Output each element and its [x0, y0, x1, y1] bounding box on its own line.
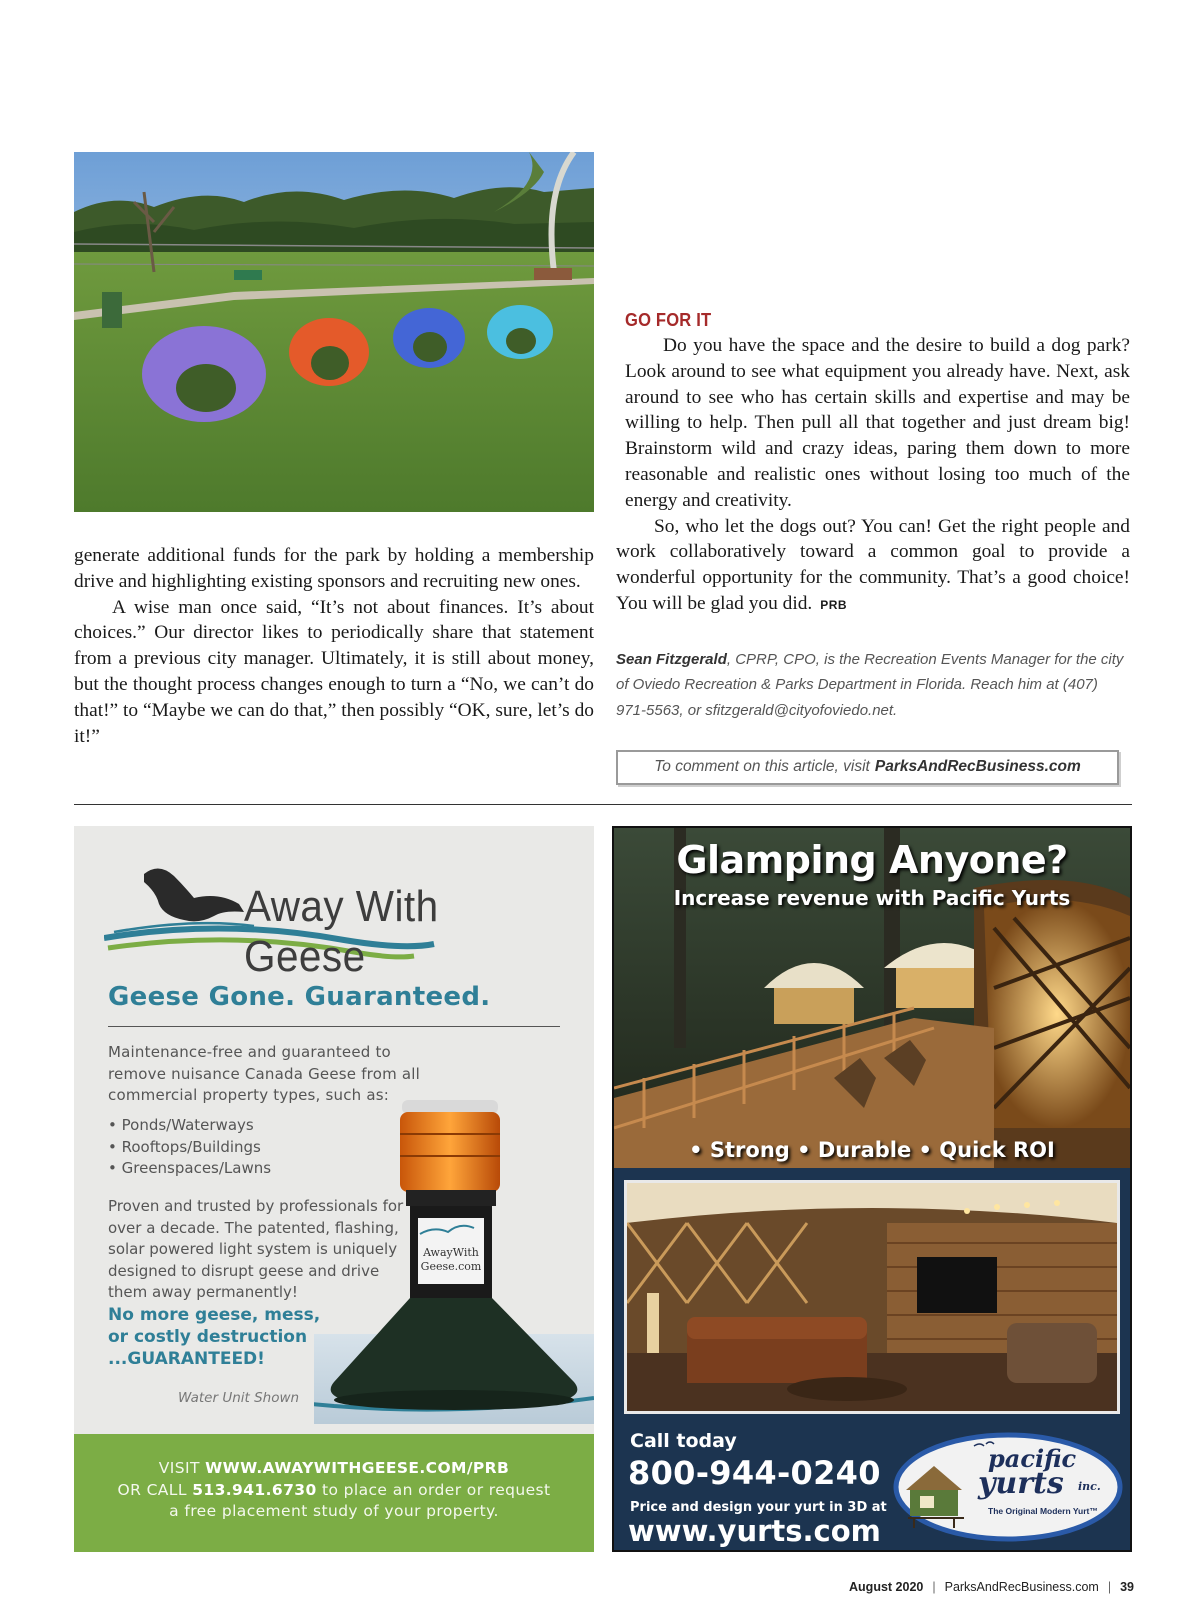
device-label-line-2: Geese.com [420, 1260, 482, 1273]
comment-box[interactable] [616, 750, 1119, 785]
geese-website-link[interactable]: WWW.AWAYWITHGEESE.COM/PRB [205, 1459, 510, 1477]
yurt-design-text: Price and design your yurt in 3D at [630, 1500, 887, 1515]
geese-promise [108, 1304, 320, 1370]
footer-line [74, 1480, 594, 1502]
geese-footer [74, 1434, 594, 1552]
list-item: • Rooftops/Buildings [108, 1137, 271, 1159]
geese-caption: Water Unit Shown [178, 1390, 300, 1406]
geese-tagline: Geese Gone. Guaranteed. [108, 982, 491, 1012]
dog-park-tire-photo [74, 152, 594, 512]
article-right-column [616, 310, 1130, 785]
logo-tagline: The Original Modern Yurt™ [988, 1506, 1098, 1516]
separator: | [932, 1580, 936, 1594]
footer-visit-label: VISIT [158, 1459, 200, 1477]
away-with-geese-ad[interactable] [74, 826, 594, 1552]
geese-divider [108, 1026, 560, 1027]
author-bio [616, 647, 1130, 724]
geese-light-device-image [314, 1094, 594, 1424]
footer-call-label: OR CALL [117, 1480, 187, 1499]
yurt-headline: Glamping Anyone? [676, 838, 1068, 882]
comment-prefix: To comment on this article, visit [654, 758, 870, 776]
footer-line [74, 1458, 594, 1480]
property-type-list [108, 1115, 271, 1180]
pacific-yurts-logo [892, 1430, 1124, 1544]
article-left-column [74, 543, 594, 749]
comment-link[interactable]: ParksAndRecBusiness.com [874, 758, 1081, 776]
yurt-call-label: Call today [630, 1430, 737, 1452]
page-number: 39 [1120, 1580, 1134, 1594]
pacific-yurts-ad[interactable] [612, 826, 1132, 1552]
article-paragraph: A wise man once said, “It’s not about finances. It’s about choices.” Our director likes to periodically share that statement from a previous city manager. Ultimately, it is still about money, but the thought process changes enough to turn a “No, we can’t do that!” to “Maybe we can do that,” then possibly “OK, sure, let’s do it!” [74, 596, 594, 747]
section-divider [74, 804, 1132, 805]
logo-word-yurts: yurts [978, 1466, 1064, 1501]
article-paragraph: generate additional funds for the park by holding a membership drive and highlighting existing sponsors and recruiting new ones. [74, 545, 594, 592]
logo-inc: inc. [1078, 1480, 1101, 1493]
list-item: • Greenspaces/Lawns [108, 1158, 271, 1180]
separator: | [1107, 1580, 1112, 1594]
article-paragraph-text: So, who let the dogs out? You can! Get the right people and work collaboratively toward a common goal to provide a wonderful opportunity for the community. That’s a good choice! You will be glad you did. [616, 515, 1130, 614]
page-footer [849, 1580, 1134, 1594]
list-item: • Ponds/Waterways [108, 1115, 271, 1137]
promise-line: ...GUARANTEED! [108, 1349, 265, 1369]
yurt-interior-photo [624, 1180, 1120, 1414]
footer-site: ParksAndRecBusiness.com [944, 1580, 1099, 1594]
yurt-website-link[interactable]: www.yurts.com [628, 1514, 881, 1548]
geese-phone-link[interactable]: 513.941.6730 [192, 1480, 317, 1499]
author-bio-text: , CPRP, CPO, is the Recreation Events Manager for the city of Oviedo Recreation & Parks Department in Florida. Reach him at (407) 971-5563, or sfitzgerald@cityofoviedo.net. [616, 650, 1124, 719]
footer-line: a free placement study of your property. [169, 1502, 499, 1520]
footer-call-text: to place an order or request [321, 1480, 551, 1499]
device-label-line-1: AwayWith [423, 1246, 479, 1259]
issue-date: August 2020 [849, 1580, 924, 1594]
author-name: Sean Fitzgerald [616, 650, 727, 668]
article-paragraph [616, 514, 1130, 619]
section-heading: GO FOR IT [625, 310, 712, 330]
end-mark: PRB [820, 597, 848, 612]
promise-line: No more geese, mess, [108, 1305, 321, 1325]
yurt-phone-link[interactable]: 800-944-0240 [628, 1454, 881, 1492]
geese-proven-text: Proven and trusted by professionals for over a decade. The patented, flashing, solar powered light system is uniquely designed to disrupt geese and drive them away permanently! [108, 1197, 404, 1301]
geese-brand-name: Away With Geese [244, 882, 439, 981]
logo-word-pacific: pacific [988, 1444, 1077, 1473]
yurt-subheadline: Increase revenue with Pacific Yurts [673, 886, 1071, 910]
promise-line: or costly destruction [108, 1327, 308, 1347]
article-paragraph: Do you have the space and the desire to build a dog park? Look around to see what equipment you already have. Next, ask around to see who has certain skills and expertise and may be willing to help. Then pull all that together and just dream big! Brainstorm wild and crazy ideas, paring them down to more reasonable and realistic ones without losing too much of the energy and creativity. [625, 335, 1130, 511]
geese-description: Maintenance-free and guaranteed to remove nuisance Canada Geese from all commercial property types, such as: [108, 1043, 421, 1104]
yurt-features: • Strong • Durable • Quick ROI [689, 1138, 1055, 1162]
